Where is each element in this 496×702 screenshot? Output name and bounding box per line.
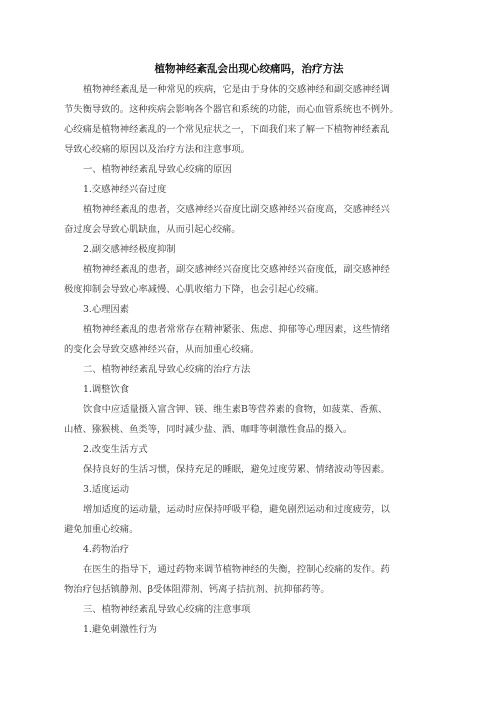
text-line: 导致心绞痛的原因以及治疗方法和注意事项。 [64,144,250,155]
text-line: 植物神经紊乱的患者，交感神经兴奋度比副交感神经兴奋度高，交感神经兴 [83,204,390,215]
text-line: 山楂、猕猴桃、鱼类等，同时减少盐、酒、咖啡等刺激性食品的摄入。 [64,424,353,435]
text-line: 一、植物神经紊乱导致心绞痛的原因 [83,164,232,175]
text-line: 2.副交感神经极度抑制 [83,244,176,255]
text-line: 4.药物治疗 [83,544,130,555]
document-title: 植物神经紊乱会出现心绞痛吗，治疗方法 [154,63,344,75]
text-line: 极度抑制会导致心率减慢、心肌收缩力下降，也会引起心绞痛。 [64,284,325,295]
text-line: 植物神经紊乱的患者，副交感神经兴奋度比交感神经兴奋度低，副交感神经 [83,264,390,275]
text-line: 植物神经紊乱的患者常常存在精神紧张、焦虑、抑郁等心理因素，这些情绪 [83,324,390,335]
text-line: 心绞痛是植物神经紊乱的一个常见症状之一，下面我们来了解一下植物神经紊乱 [64,124,390,135]
text-line: 二、植物神经紊乱导致心绞痛的治疗方法 [83,364,251,375]
document-page [64,62,434,640]
text-line: 饮食中应适量摄入富含钾、镁、维生素B等营养素的食物，如菠菜、香蕉、 [83,404,388,415]
text-line: 1.避免刺激性行为 [83,624,157,635]
text-line: 保持良好的生活习惯，保持充足的睡眠，避免过度劳累、情绪波动等因素。 [83,464,390,475]
text-line: 节失衡导致的。这种疾病会影响各个器官和系统的功能，而心血管系统也不例外。 [64,104,399,115]
text-line: 1.交感神经兴奋过度 [83,184,167,195]
document-body [64,80,434,640]
text-line: 2.改变生活方式 [83,444,148,455]
text-line: 物治疗包括镇静剂、β受体阻滞剂、钙离子拮抗剂、抗抑郁药等。 [64,584,330,595]
text-line: 3.心理因素 [83,304,130,315]
text-line: 奋过度会导致心肌缺血，从而引起心绞痛。 [64,224,241,235]
text-line: 3.适度运动 [83,484,130,495]
text-line: 在医生的指导下，通过药物来调节植物神经的失衡，控制心绞痛的发作。药 [83,564,390,575]
text-line: 避免加重心绞痛。 [64,524,139,535]
text-line: 三、植物神经紊乱导致心绞痛的注意事项 [83,604,251,615]
text-line: 增加适度的运动量，运动时应保持呼吸平稳，避免剧烈运动和过度疲劳，以 [83,504,390,515]
text-line: 植物神经紊乱是一种常见的疾病，它是由于身体的交感神经和副交感神经调 [83,84,390,95]
text-line: 的变化会导致交感神经兴奋，从而加重心绞痛。 [64,344,260,355]
text-line: 1.调整饮食 [83,384,130,395]
